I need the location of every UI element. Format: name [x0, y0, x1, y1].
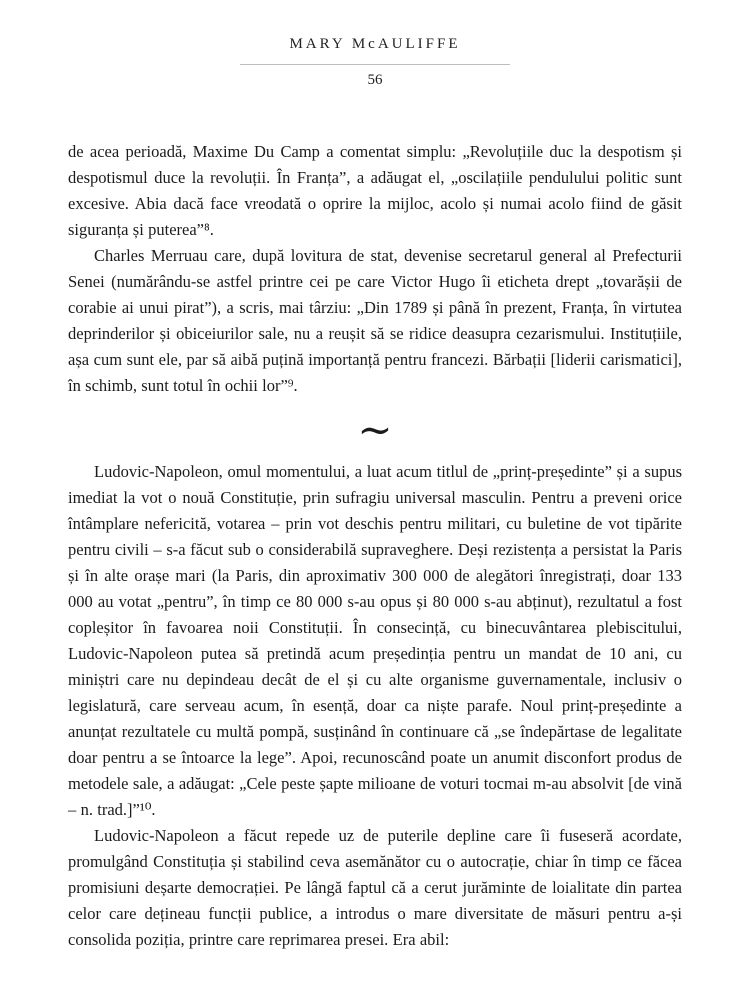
page-number: 56 [367, 72, 383, 88]
paragraph-merruau: Charles Merruau care, după lovitura de stat, devenise secretarul general al Prefecturii Senei (numărându-se astfel printre cei pe care Victor Hugo îi eticheta drept „tovarășii de corabie ai unui pirat”), a scris, mai târziu: „Din 1789 și până în prezent, Franța, în virtutea deprinderilor și obiceiurilor sale, nu a reușit să se ridice deasupra cezarismului. Instituțiile, așa cum sunt ele, par să aibă puțină importanță pentru francezi. Bărbații [liderii carismatici], în schimb, sunt totul în ochii lor”⁹. [68, 246, 682, 395]
section-divider-tilde: ∼ [357, 405, 393, 454]
running-header-author: MARY McAULIFFE [289, 36, 461, 52]
paragraph-continuation: de acea perioadă, Maxime Du Camp a comentat simplu: „Revoluțiile duc la despotism și despotismul duce la revoluții. În Franța”, a adăugat el, „oscilațiile pendulului politic sunt excesive. Abia dacă face vreodată o oprire la mijloc, acolo și numai acolo fiind de găsit siguranța și puterea”⁸. [68, 142, 682, 239]
paragraph-autocracy: Ludovic-Napoleon a făcut repede uz de puterile depline care îi fuseseră acordate, promulgând Constituția și stabilind ceva asemănător cu o autocrație, chiar în timp ce făcea promisiuni deșarte democrației. Pe lângă faptul că a cerut jurăminte de loialitate din partea celor care dețineau funcții publice, a introdus o mare diversitate de măsuri pentru a-și consolida poziția, printre care reprimarea presei. Era abil: [68, 826, 682, 949]
body-text [68, 139, 682, 953]
header-rule [240, 64, 510, 65]
paragraph-plebiscite: Ludovic-Napoleon, omul momentului, a luat acum titlul de „prinț-președinte” și a supus imediat la vot o nouă Constituție, prin sufragiu universal masculin. Pentru a preveni orice întâmplare nefericită, votarea – prin vot deschis pentru militari, cu buletine de vot tipărite pentru civili – s-a făcut sub o considerabilă supraveghere. Deși rezistența a persistat la Paris și în alte orașe mari (la Paris, din aproximativ 300 000 de alegători înregistrați, doar 133 000 au votat „pentru”, în timp ce 80 000 s-au opus și 80 000 s-au abținut), rezultatul a fost copleșitor în favoarea noii Constituții. În consecință, cu binecuvântarea plebiscitului, Ludovic-Napoleon putea să pretindă acum președinția pentru un mandat de 10 ani, cu miniștri care nu depindeau decât de el și cu alte organisme guvernamentale, inclusiv o legislatură, care serveau acum, în esență, doar ca niște parafe. Noul prinț-președinte a anunțat rezultatele cu multă pompă, susținând în continuare că „se îndepărtase de legalitate doar pentru a se întoarce la lege”. Apoi, recunoscând poate un anumit disconfort produs de metodele sale, a adăugat: „Cele peste șapte milioane de voturi tocmai m-au absolvit [de vină – n. trad.]”¹⁰. [68, 462, 682, 819]
